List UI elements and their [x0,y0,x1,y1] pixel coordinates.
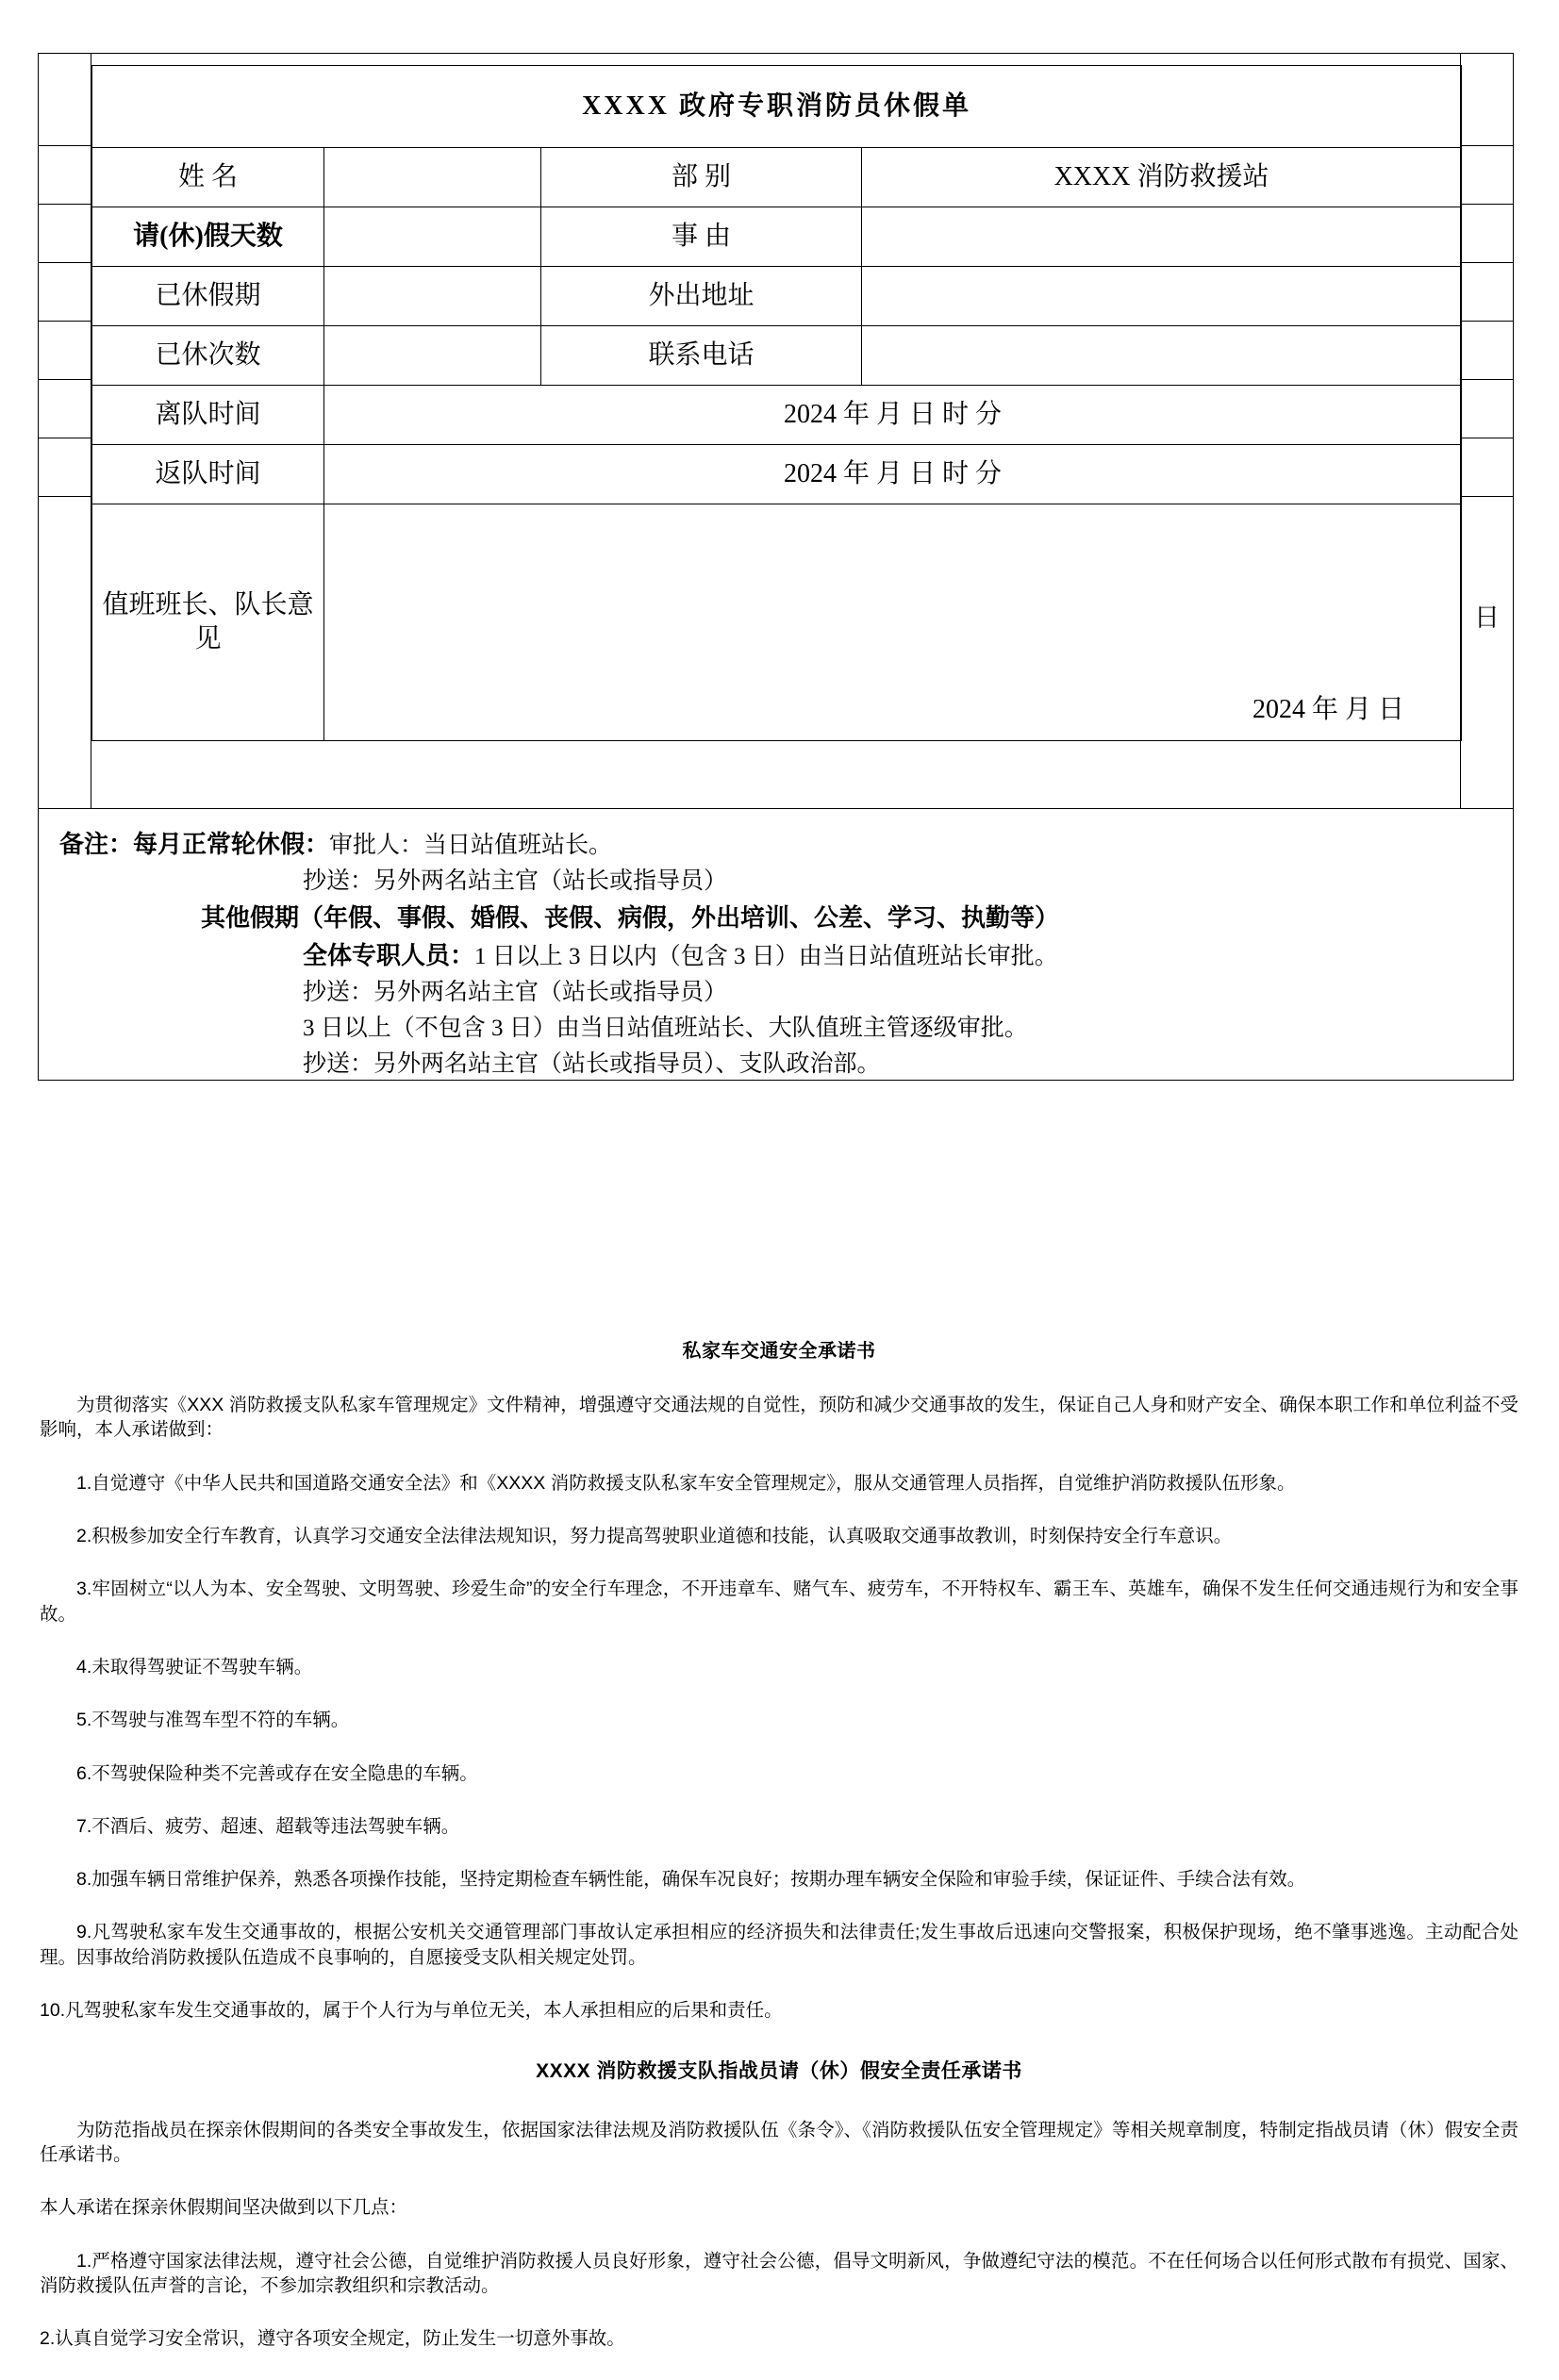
section1-item-6: 6.不驾驶保险种类不完善或存在安全隐患的车辆。 [76,1762,478,1784]
field-leave-days[interactable] [324,207,541,267]
remarks-monthly-rest: 审批人：当日站值班站长。 [329,833,613,858]
leave-form-table [91,65,1462,741]
label-dept: 部 别 [541,148,862,207]
remarks-line-2: 抄送：另外两名站主官（站长或指导员） [303,868,728,894]
field-leave-taken[interactable] [324,267,541,326]
label-leave-count: 已休次数 [92,326,324,386]
section1-intro: 为贯彻落实《XXX 消防救援支队私家车管理规定》文件精神，增强遵守交通法规的自觉性，预防和减少交通事故的发生，保证自己人身和财产安全、确保本职工作和单位利益不受影响，本人承诺做到： [40,1395,1518,1441]
rail-cell [39,380,91,438]
remarks-prefix: 备注： [59,830,134,858]
rail-cell [1461,263,1513,322]
label-leave-taken: 已休假期 [92,267,324,326]
section1-item-4: 4.未取得驾驶证不驾驶车辆。 [76,1656,313,1678]
section1-item-9: 9.凡驾驶私家车发生交通事故的，根据公安机关交通管理部门事故认定承担相应的经济损失和法律责任;发生事故后迅速向交警报案，积极保护现场，绝不肇事逃逸。主动配合处理。因事故给消防救援队伍造成不良事响的，自愿接受支队相关规定处罚。 [40,1922,1518,1968]
commitment-document [40,1339,1518,2380]
section1-item-7: 7.不酒后、疲劳、超速、超载等违法驾驶车辆。 [76,1815,460,1837]
rail-cell [39,146,91,205]
opinion-signature-date: 2024 年 月 日 [1252,694,1405,724]
rail-cell [1461,146,1513,205]
section2-lead: 本人承诺在探亲休假期间坚决做到以下几点： [40,2197,408,2219]
remarks-line-6: 3 日以上（不包含 3 日）由当日站值班站长、大队值班主管逐级审批。 [303,1015,1028,1041]
section1-title: 私家车交通安全承诺书 [682,1341,876,1362]
remarks-monthly-bold: 每月正常轮休假： [133,830,330,858]
section1-item-1: 1.自觉遵守《中华人民共和国道路交通安全法》和《XXXX 消防救援支队私家车安全管理规定》，服从交通管理人员指挥，自觉维护消防救援队伍形象。 [76,1472,1296,1494]
field-name[interactable] [324,148,541,207]
rail-cell [39,54,91,146]
label-duty-leader-opinion: 值班班长、队长意见 [92,504,324,741]
remarks-line-3: 其他假期（年假、事假、婚假、丧假、病假，外出培训、公差、学习、执勤等） [201,903,1060,932]
section2-item-2: 2.认真自觉学习安全常识，遵守各项安全规定，防止发生一切意外事故。 [40,2328,625,2350]
rail-cell [39,438,91,497]
rail-cell [39,263,91,322]
table-row-return-time [92,445,1462,504]
remarks-line-1 [59,826,1492,864]
table-row-count-phone [92,326,1462,386]
section1-item-3: 3.牢固树立“以人为本、安全驾驶、文明驾驶、珍爱生命”的安全行车理念，不开违章车、赌气车、疲劳车，不开特权车、霸王车、英雄车，确保不发生任何交通违规行为和安全事故。 [40,1578,1518,1625]
field-phone[interactable] [862,326,1462,386]
remarks-line-7: 抄送：另外两名站主官（站长或指导员）、支队政治部。 [303,1050,881,1077]
remarks-all-staff-rest: 1 日以上 3 日以内（包含 3 日）由当日站值班站长审批。 [474,943,1058,969]
field-duty-leader-opinion[interactable] [324,504,1462,741]
section2-title: XXXX 消防救援支队指战员请（休）假安全责任承诺书 [536,2060,1022,2083]
field-leave-time[interactable]: 2024 年 月 日 时 分 [324,386,1462,445]
label-phone: 联系电话 [541,326,862,386]
table-row-days-reason [92,207,1462,267]
label-return-time: 返队时间 [92,445,324,504]
table-row-leave-time [92,386,1462,445]
label-reason: 事 由 [541,207,862,267]
label-leave-time: 离队时间 [92,386,324,445]
section2-intro: 为防范指战员在探亲休假期间的各类安全事故发生，依据国家法律法规及消防救援队伍《条令》、《消防救援队伍安全管理规定》等相关规章制度，特制定指战员请（休）假安全责任承诺书。 [40,2119,1518,2166]
rail-mark-day: 日 [1474,603,1500,632]
field-out-address[interactable] [862,267,1462,326]
remarks-line-5: 抄送：另外两名站主官（站长或指导员） [303,979,728,1005]
form-title: XXXX 政府专职消防员休假单 [92,66,1462,148]
field-return-time[interactable]: 2024 年 月 日 时 分 [324,445,1462,504]
label-leave-days: 请(休)假天数 [92,207,324,267]
table-row-title [92,66,1462,148]
section1-item-10: 10.凡驾驶私家车发生交通事故的，属于个人行为与单位无关，本人承担相应的后果和责任。 [40,2000,783,2022]
section2-item-1: 1.严格遵守国家法律法规，遵守社会公德，自觉维护消防救援人员良好形象，遵守社会公德，倡导文明新风，争做遵纪守法的模范。不在任何场合以任何形式散布有损党、国家、消防救援队伍声誉的言论，不参加宗教组织和宗教活动。 [40,2250,1518,2296]
section1-item-5: 5.不驾驶与准驾车型不符的车辆。 [76,1710,350,1731]
table-row-taken-address [92,267,1462,326]
rail-cell [1461,380,1513,438]
rail-cell [1461,322,1513,380]
rail-cell [1461,438,1513,497]
rail-cell [39,497,91,733]
remarks-box [38,808,1514,1081]
rail-cell [1461,205,1513,263]
rail-cell [39,322,91,380]
label-name: 姓 名 [92,148,324,207]
label-out-address: 外出地址 [541,267,862,326]
remarks-all-staff-bold: 全体专职人员： [303,940,475,969]
table-row-opinion [92,504,1462,741]
rail-cell [39,205,91,263]
field-leave-count[interactable] [324,326,541,386]
table-row-name-dept [92,148,1462,207]
remarks-line-4 [59,937,1492,975]
section1-item-2: 2.积极参加安全行车教育，认真学习交通安全法律法规知识，努力提高驾驶职业道德和技能，认真吸取交通事故教训，时刻保持安全行车意识。 [76,1525,1233,1546]
field-reason[interactable] [862,207,1462,267]
rail-cell [1461,54,1513,146]
field-dept[interactable]: XXXX 消防救援站 [862,148,1462,207]
section1-item-8: 8.加强车辆日常维护保养，熟悉各项操作技能，坚持定期检查车辆性能，确保车况良好；按期办理车辆安全保险和审验手续，保证证件、手续合法有效。 [76,1869,1306,1891]
